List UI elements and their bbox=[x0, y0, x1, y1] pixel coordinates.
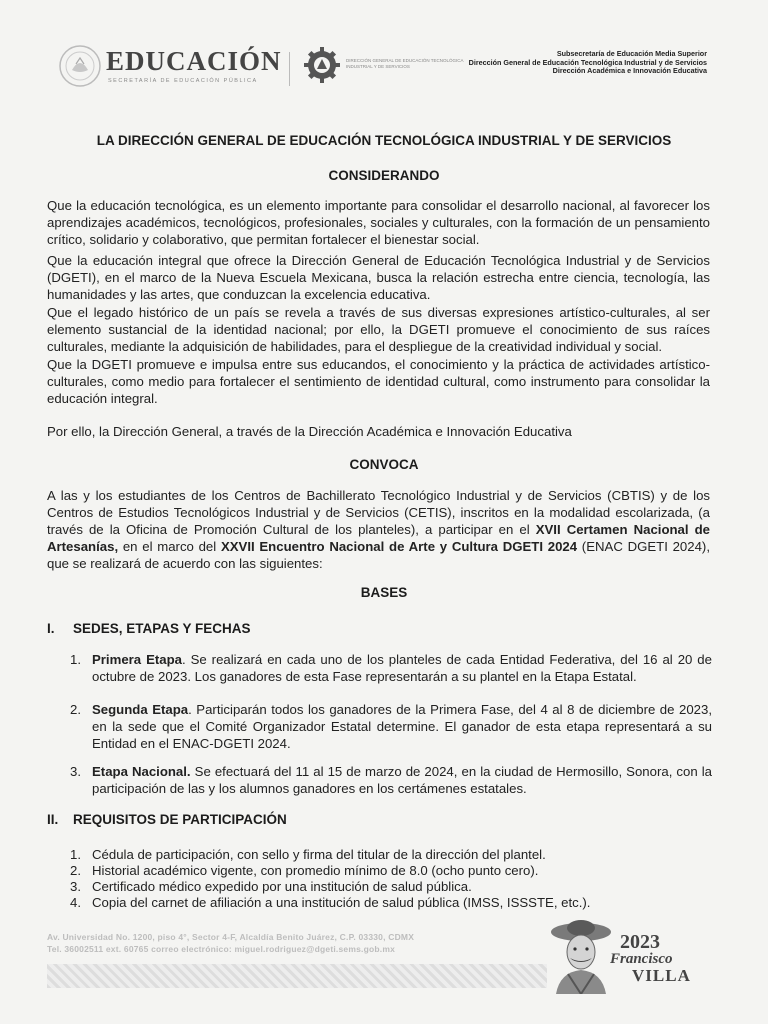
section-title: SEDES, ETAPAS Y FECHAS bbox=[73, 621, 251, 636]
header-line-subsecretaria: Subsecretaría de Educación Media Superior bbox=[556, 49, 707, 58]
list-item-number: 3. bbox=[70, 764, 81, 779]
convoca-paragraph bbox=[47, 487, 710, 572]
list-item-text: Copia del carnet de afiliación a una institución de salud pública (IMSS, ISSSTE, etc.). bbox=[92, 895, 591, 910]
header-line-dgeti: Dirección General de Educación Tecnológica Industrial y de Servicios bbox=[468, 57, 707, 67]
list-item-number: 4. bbox=[70, 895, 81, 910]
footer-address: Av. Universidad No. 1200, piso 4°, Sector 4-F, Alcaldía Benito Juárez, C.P. 03330, CDMX bbox=[47, 932, 415, 942]
list-item-text: . Se realizará en cada uno de los planteles de cada Entidad Federativa, del 16 al 20 de octubre de 2023. Los ganadores de esta Fase representarán a su plantel en la Etapa Estatal. bbox=[92, 652, 712, 684]
list-item bbox=[70, 651, 712, 685]
list-item bbox=[70, 763, 712, 797]
requirement-item bbox=[70, 862, 538, 879]
convoca-heading: CONVOCA bbox=[349, 457, 419, 472]
list-item-bold: Segunda Etapa bbox=[92, 702, 189, 717]
requirement-item bbox=[70, 846, 546, 863]
footer-contact: Tel. 36002511 ext. 60765 correo electrónico: miguel.rodriguez@dgeti.sems.gob.mx bbox=[47, 944, 396, 954]
considerando-paragraph-3: Que el legado histórico de un país se revela a través de sus diversas expresiones artístico-culturales, al ser elemento sustancial de la identidad nacional; por ello, la DGETI promueve el conocimiento de sus raíces culturales, mediante la adquisición de habilidades, para el despliegue de la creatividad individual y social. bbox=[47, 305, 710, 354]
section-heading-sedes bbox=[47, 621, 251, 636]
list-item-text: Se efectuará del 11 al 15 de marzo de 2024, en la ciudad de Hermosillo, Sonora, con la participación de las y los alumnos ganadores en los certámenes estatales. bbox=[92, 764, 712, 796]
considerando-paragraph-1: Que la educación tecnológica, es un elemento importante para consolidar el desarrollo nacional, al favorecer los aprendizajes académicos, tecnológicos, profesionales, sociales y culturales, con la formación de un pensamiento crítico, solidario y colaborativo, que permitan fortalecer el bienestar social. bbox=[47, 198, 710, 247]
considerando-paragraph-4: Que la DGETI promueve e impulsa entre sus educandos, el conocimiento y la práctica de actividades artístico-culturales, como medio para fortalecer el sentimiento de identidad cultural, como instrumento para consolidar la educación integral. bbox=[47, 357, 710, 406]
list-item-number: 1. bbox=[70, 652, 81, 667]
convoca-text-a: A las y los estudiantes de los Centros de Bachillerato Tecnológico Industrial y de Servicios (CBTIS) y de los Centros de Estudios Tecnológicos Industrial y de Servicios (CETIS), inscritos en la modalidad escolarizada, (a través de la Oficina de Promoción Cultural de los planteles), a participar en el bbox=[47, 488, 710, 537]
convoca-text-b: en el marco del bbox=[118, 539, 221, 554]
education-logo-subtitle: SECRETARÍA DE EDUCACIÓN PÚBLICA bbox=[108, 78, 258, 84]
dgeti-gear-logo-icon bbox=[302, 45, 342, 85]
convoca-bold-encuentro: XXVII Encuentro Nacional de Arte y Cultura DGETI 2024 bbox=[220, 539, 578, 554]
convoca-bold-certamen: XVII Certamen Nacional de Artesanías, bbox=[47, 522, 710, 554]
list-item-text: . Participarán todos los ganadores de la Primera Fase, del 4 al 8 de diciembre de 2023, en la sede que el Comité Organizador Estatal determine. El ganador de esta etapa representará a su Entidad en el ENAC-DGETI 2024. bbox=[92, 702, 712, 751]
education-logo-text: EDUCACIÓN bbox=[106, 46, 282, 76]
requirement-item bbox=[70, 894, 590, 911]
list-item-number: 2. bbox=[70, 702, 81, 717]
requirement-item bbox=[70, 878, 472, 895]
document-title: LA DIRECCIÓN GENERAL DE EDUCACIÓN TECNOLÓGICA INDUSTRIAL Y DE SERVICIOS bbox=[96, 133, 672, 148]
list-item-number: 2. bbox=[70, 863, 81, 878]
list-item-bold: Etapa Nacional. bbox=[92, 764, 191, 779]
bases-heading: BASES bbox=[360, 585, 408, 600]
considerando-heading: CONSIDERANDO bbox=[328, 168, 440, 183]
list-item bbox=[70, 701, 712, 752]
national-emblem-icon bbox=[58, 44, 102, 88]
section-number: II. bbox=[47, 812, 59, 827]
list-item-number: 1. bbox=[70, 847, 81, 862]
badge-last-name: VILLA bbox=[632, 966, 691, 985]
list-item-text: Cédula de participación, con sello y firma del titular de la dirección del plantel. bbox=[92, 847, 546, 862]
dgeti-logo-text: DIRECCIÓN GENERAL DE EDUCACIÓN TECNOLÓGICA INDUSTRIAL Y DE SERVICIOS bbox=[346, 58, 464, 69]
list-item-text: Historial académico vigente, con promedio mínimo de 8.0 (ocho punto cero). bbox=[92, 863, 539, 878]
badge-year: 2023 bbox=[620, 931, 660, 953]
footer-decorative-stripe bbox=[47, 964, 547, 988]
francisco-villa-portrait-icon bbox=[548, 918, 614, 994]
list-item-text: Certificado médico expedido por una institución de salud pública. bbox=[92, 879, 472, 894]
badge-first-name: Francisco bbox=[610, 951, 673, 967]
list-item-bold: Primera Etapa bbox=[92, 652, 182, 667]
header-line-direccion: Dirección Académica e Innovación Educativa bbox=[552, 66, 707, 76]
section-title: REQUISITOS DE PARTICIPACIÓN bbox=[73, 812, 287, 827]
considerando-paragraph-2: Que la educación integral que ofrece la Dirección General de Educación Tecnológica Industrial y de Servicios (DGETI), en el marco de la Nueva Escuela Mexicana, busca la relación estrecha entre ciencia, tecnología, las humanidades y las artes, que conduzcan la excelencia educativa. bbox=[47, 253, 710, 302]
header-divider bbox=[289, 52, 290, 86]
list-item-number: 3. bbox=[70, 879, 81, 894]
considerando-paragraph-5: Por ello, la Dirección General, a través de la Dirección Académica e Innovación Educativa bbox=[47, 424, 572, 439]
header-institution-block bbox=[469, 50, 707, 76]
convoca-text-c: (ENAC DGETI 2024), que se realizará de acuerdo con las siguientes: bbox=[47, 539, 710, 571]
section-number: I. bbox=[47, 621, 55, 636]
section-heading-requisitos bbox=[47, 812, 287, 827]
